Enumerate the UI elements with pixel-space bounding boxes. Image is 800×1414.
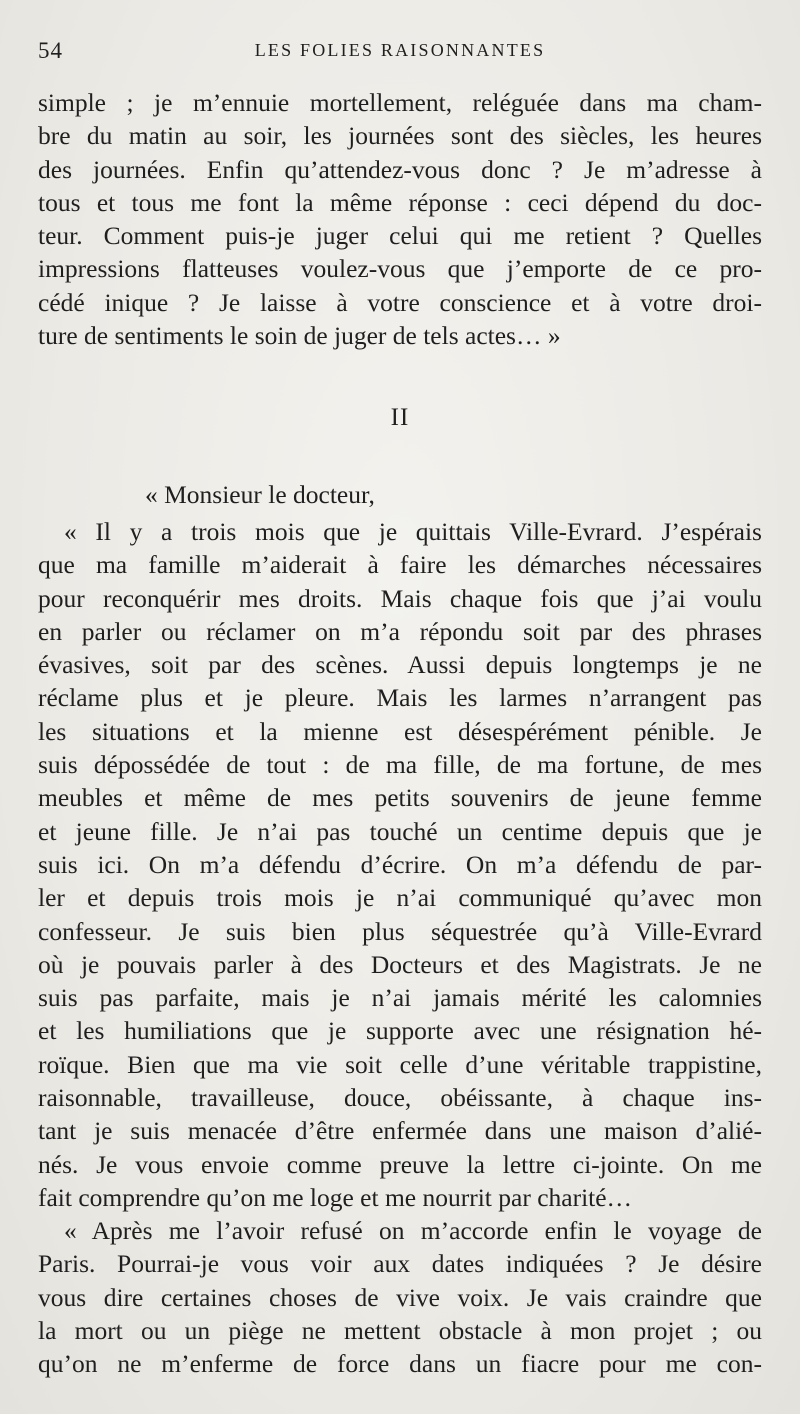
text-line: pour reconquérir mes droits. Mais chaque fois que j’ai voulu xyxy=(38,583,762,613)
text-line: simple ; je m’ennuie mortellement, reléguée dans ma cham- xyxy=(38,88,762,117)
text-line: impressions flatteuses voulez-vous que j’emporte de ce pro- xyxy=(38,254,762,284)
text-line: suis ici. On m’a défendu d’écrire. On m’a défendu de par- xyxy=(38,849,762,879)
text-line: réclame plus et je pleure. Mais les larmes n’arrangent pas xyxy=(38,683,762,713)
text-line: tant je suis menacée d’être enfermée dans une maison d’alié- xyxy=(38,1116,762,1146)
text-line: « Après me l’avoir refusé on m’accorde enfin le voyage de xyxy=(64,1216,762,1245)
text-line: roïque. Bien que ma vie soit celle d’une véritable trappistine, xyxy=(38,1049,762,1079)
text-line: bre du matin au soir, les journées sont des siècles, les heures xyxy=(38,121,762,151)
text-line: tous et tous me font la même réponse : ceci dépend du doc- xyxy=(38,187,762,217)
text-line: et les humiliations que je supporte avec une résignation hé- xyxy=(38,1016,762,1046)
letter-salutation: « Monsieur le docteur, xyxy=(145,480,375,509)
text-line: vous dire certaines choses de vive voix. Je vais craindre que xyxy=(38,1282,762,1312)
text-line: ler et depuis trois mois je n’ai communiqué qu’avec mon xyxy=(38,883,762,913)
paragraph-continued xyxy=(38,86,762,352)
text-line: les situations et la mienne est désespérément pénible. Je xyxy=(38,716,762,746)
text-line: la mort ou un piège ne mettent obstacle à mon projet ; ou xyxy=(38,1315,762,1345)
text-line: que ma famille m’aiderait à faire les démarches nécessaires xyxy=(38,550,762,580)
text-line: « Il y a trois mois que je quittais Ville-Evrard. J’espérais xyxy=(64,517,762,546)
text-line: où je pouvais parler à des Docteurs et des Magistrats. Je ne xyxy=(38,949,762,979)
text-line: suis pas parfaite, mais je n’ai jamais mérité les calomnies xyxy=(38,983,762,1013)
text-line: fait comprendre qu’on me loge et me nourrit par charité… xyxy=(38,1182,633,1212)
text-line: nés. Je vous envoie comme preuve la lettre ci-jointe. On me xyxy=(38,1149,762,1179)
text-line: suis dépossédée de tout : de ma fille, de ma fortune, de mes xyxy=(38,750,762,780)
running-head xyxy=(38,32,762,62)
text-line: cédé inique ? Je laisse à votre conscience et à votre droi- xyxy=(38,287,762,317)
text-line: qu’on ne m’enferme de force dans un fiacre pour me con- xyxy=(38,1349,762,1379)
text-line: ture de sentiments le soin de juger de tels actes… » xyxy=(38,321,561,351)
text-line: confesseur. Je suis bien plus séquestrée qu’à Ville-Evrard xyxy=(38,916,762,946)
running-title: LES FOLIES RAISONNANTES xyxy=(254,40,546,60)
text-line: et jeune fille. Je n’ai pas touché un centime depuis que je xyxy=(38,816,762,846)
text-line: teur. Comment puis-je juger celui qui me retient ? Quelles xyxy=(38,221,762,251)
page-number: 54 xyxy=(38,38,63,63)
letter-paragraph xyxy=(38,515,762,1214)
text-line: des journées. Enfin qu’attendez-vous donc ? Je m’adresse à xyxy=(38,154,762,184)
section-heading: II xyxy=(390,404,410,431)
text-line: raisonnable, travailleuse, douce, obéissante, à chaque ins- xyxy=(38,1083,762,1113)
letter-paragraph xyxy=(38,1214,762,1380)
text-line: évasives, soit par des scènes. Aussi depuis longtemps je ne xyxy=(38,650,762,680)
text-line: en parler ou réclamer on m’a répondu soit par des phrases xyxy=(38,616,762,646)
text-line: Paris. Pourrai-je vous voir aux dates indiquées ? Je désire xyxy=(38,1249,762,1279)
text-line: meubles et même de mes petits souvenirs de jeune femme xyxy=(38,783,762,813)
